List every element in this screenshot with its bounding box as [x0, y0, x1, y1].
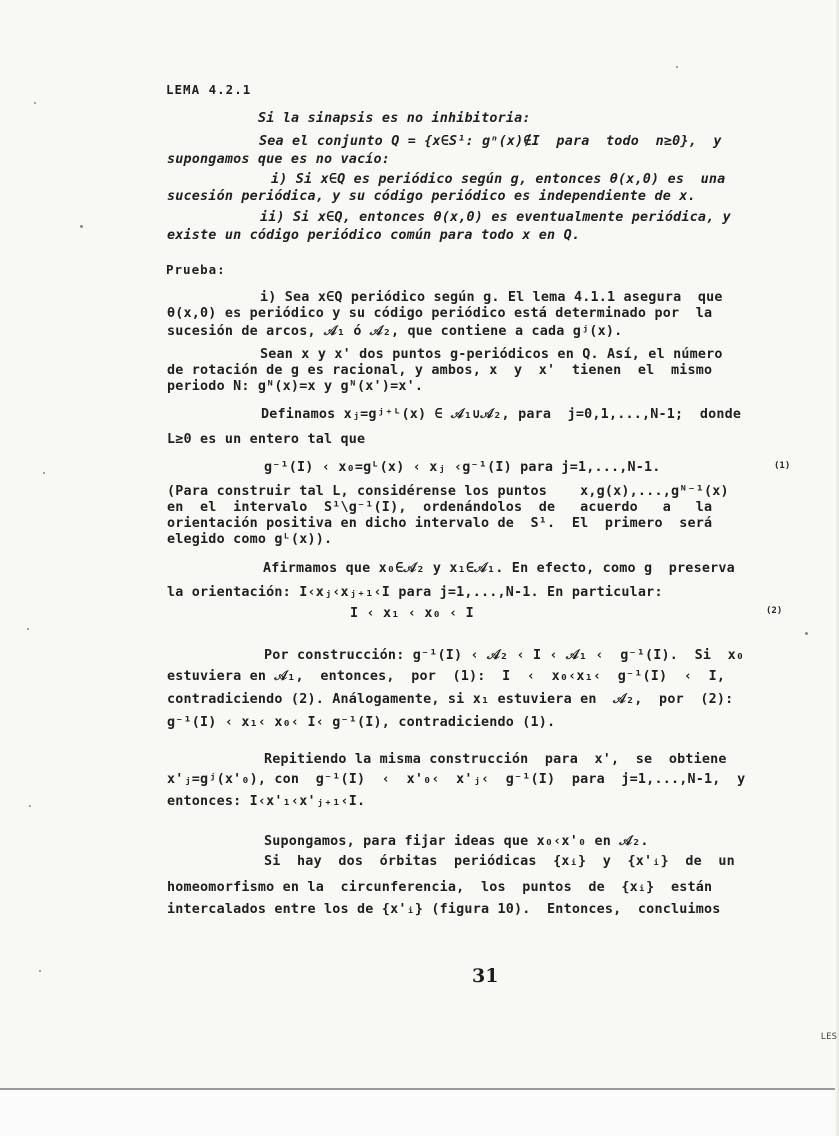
- equation-1: g⁻¹(I) ‹ x₀=gᴸ(x) ‹ xⱼ ‹g⁻¹(I) para j=1,...,N-1.: [264, 460, 661, 475]
- scan-speck: [805, 632, 808, 635]
- claim-ii-line-1: ii) Si x∈Q, entonces θ(x,0) es eventualmente periódica, y: [260, 210, 731, 225]
- proof-p8-line-1: Supongamos, para fijar ideas que x₀‹x'₀ en 𝒜₂.: [264, 834, 649, 849]
- scan-edge-tag: LES: [820, 1032, 837, 1042]
- proof-p9-line-3: intercalados entre los de {x'ᵢ} (figura 10). Entonces, concluimos: [167, 902, 721, 917]
- hypothesis-line-1: Si la sinapsis es no inhibitoria:: [258, 111, 531, 126]
- hypothesis-line-3: supongamos que es no vacío:: [167, 152, 391, 167]
- proof-p3-line-2: L≥0 es un entero tal que: [167, 432, 366, 447]
- proof-p5-line-2: la orientación: I‹xⱼ‹xⱼ₊₁‹I para j=1,...,N-1. En particular:: [167, 585, 663, 600]
- equation-2-tag: (2): [766, 606, 783, 616]
- proof-p4-line-3: orientación positiva en dicho intervalo de S¹. El primero será: [167, 516, 713, 531]
- proof-p2-line-2: de rotación de g es racional, y ambos, x y x' tienen el mismo: [167, 363, 713, 378]
- proof-p4-line-1: (Para construir tal L, considérense los puntos x,g(x),...,gᴺ⁻¹(x): [167, 484, 729, 499]
- scan-speck: [27, 628, 29, 630]
- equation-2: I ‹ x₁ ‹ x₀ ‹ I: [350, 606, 474, 621]
- scan-speck: [39, 970, 41, 972]
- claim-i-line-1: i) Si x∈Q es periódico según g, entonces θ(x,0) es una: [271, 172, 726, 187]
- proof-p7-line-1: Repitiendo la misma construcción para x', se obtiene: [264, 752, 727, 767]
- proof-p6-line-4: g⁻¹(I) ‹ x₁‹ x₀‹ I‹ g⁻¹(I), contradiciendo (1).: [167, 715, 556, 730]
- proof-p1-line-1: i) Sea x∈Q periódico según g. El lema 4.1.1 asegura que: [260, 290, 723, 305]
- proof-p2-line-1: Sean x y x' dos puntos g-periódicos en Q. Así, el número: [260, 347, 723, 362]
- page-number: 31: [472, 965, 499, 987]
- claim-i-line-2: sucesión periódica, y su código periódico es independiente de x.: [167, 189, 696, 204]
- proof-heading: Prueba:: [166, 262, 226, 277]
- proof-p2-line-3: periodo N: gᴺ(x)=x y gᴺ(x')=x'.: [167, 379, 424, 394]
- proof-p3-line-1: Definamos xⱼ=gʲ⁺ᴸ(x) ∈ 𝒜₁∪𝒜₂, para j=0,1,...,N-1; donde: [261, 407, 742, 422]
- proof-p4-line-2: en el intervalo S¹\g⁻¹(I), ordenándolos de acuerdo a la: [167, 500, 713, 515]
- equation-1-tag: (1): [774, 461, 791, 471]
- scan-speck: [29, 805, 31, 807]
- proof-p4-line-4: elegido como gᴸ(x)).: [167, 532, 333, 547]
- scan-speck: [43, 472, 45, 474]
- scan-edge-right: [835, 0, 839, 1136]
- proof-p9-line-1: Si hay dos órbitas periódicas {xᵢ} y {x'ᵢ} de un: [264, 854, 735, 869]
- hypothesis-line-2: Sea el conjunto Q = {x∈S¹: gⁿ(x)∉I para todo n≥0}, y: [259, 134, 722, 149]
- proof-p6-line-3: contradiciendo (2). Análogamente, si x₁ estuviera en 𝒜₂, por (2):: [167, 692, 734, 707]
- proof-p1-line-3: sucesión de arcos, 𝒜₁ ó 𝒜₂, que contiene a cada gʲ(x).: [167, 324, 623, 339]
- proof-p6-line-2: estuviera en 𝒜₁, entonces, por (1): I ‹ x₀‹x₁‹ g⁻¹(I) ‹ I,: [167, 669, 726, 684]
- proof-p5-line-1: Afirmamos que x₀∈𝒜₂ y x₁∈𝒜₁. En efecto, como g preserva: [263, 561, 735, 576]
- scan-speck: [80, 225, 83, 228]
- proof-p1-line-2: θ(x,0) es periódico y su código periódico está determinado por la: [167, 306, 713, 321]
- proof-p7-line-3: entonces: I‹x'₁‹x'ⱼ₊₁‹I.: [167, 794, 366, 809]
- lemma-heading: LEMA 4.2.1: [166, 82, 252, 97]
- claim-ii-line-2: existe un código periódico común para todo x en Q.: [167, 228, 581, 243]
- scan-speck: [676, 66, 678, 68]
- proof-p9-line-2: homeomorfismo en la circunferencia, los puntos de {xᵢ} están: [167, 880, 713, 895]
- proof-p6-line-1: Por construcción: g⁻¹(I) ‹ 𝒜₂ ‹ I ‹ 𝒜₁ ‹ g⁻¹(I). Si x₀: [264, 648, 745, 663]
- scan-edge-line: [0, 1088, 839, 1090]
- scan-background-bottom: [0, 1090, 839, 1136]
- scan-speck: [34, 102, 36, 104]
- proof-p7-line-2: x'ⱼ=gʲ(x'₀), con g⁻¹(I) ‹ x'₀‹ x'ⱼ‹ g⁻¹(I) para j=1,...,N-1, y: [167, 772, 746, 787]
